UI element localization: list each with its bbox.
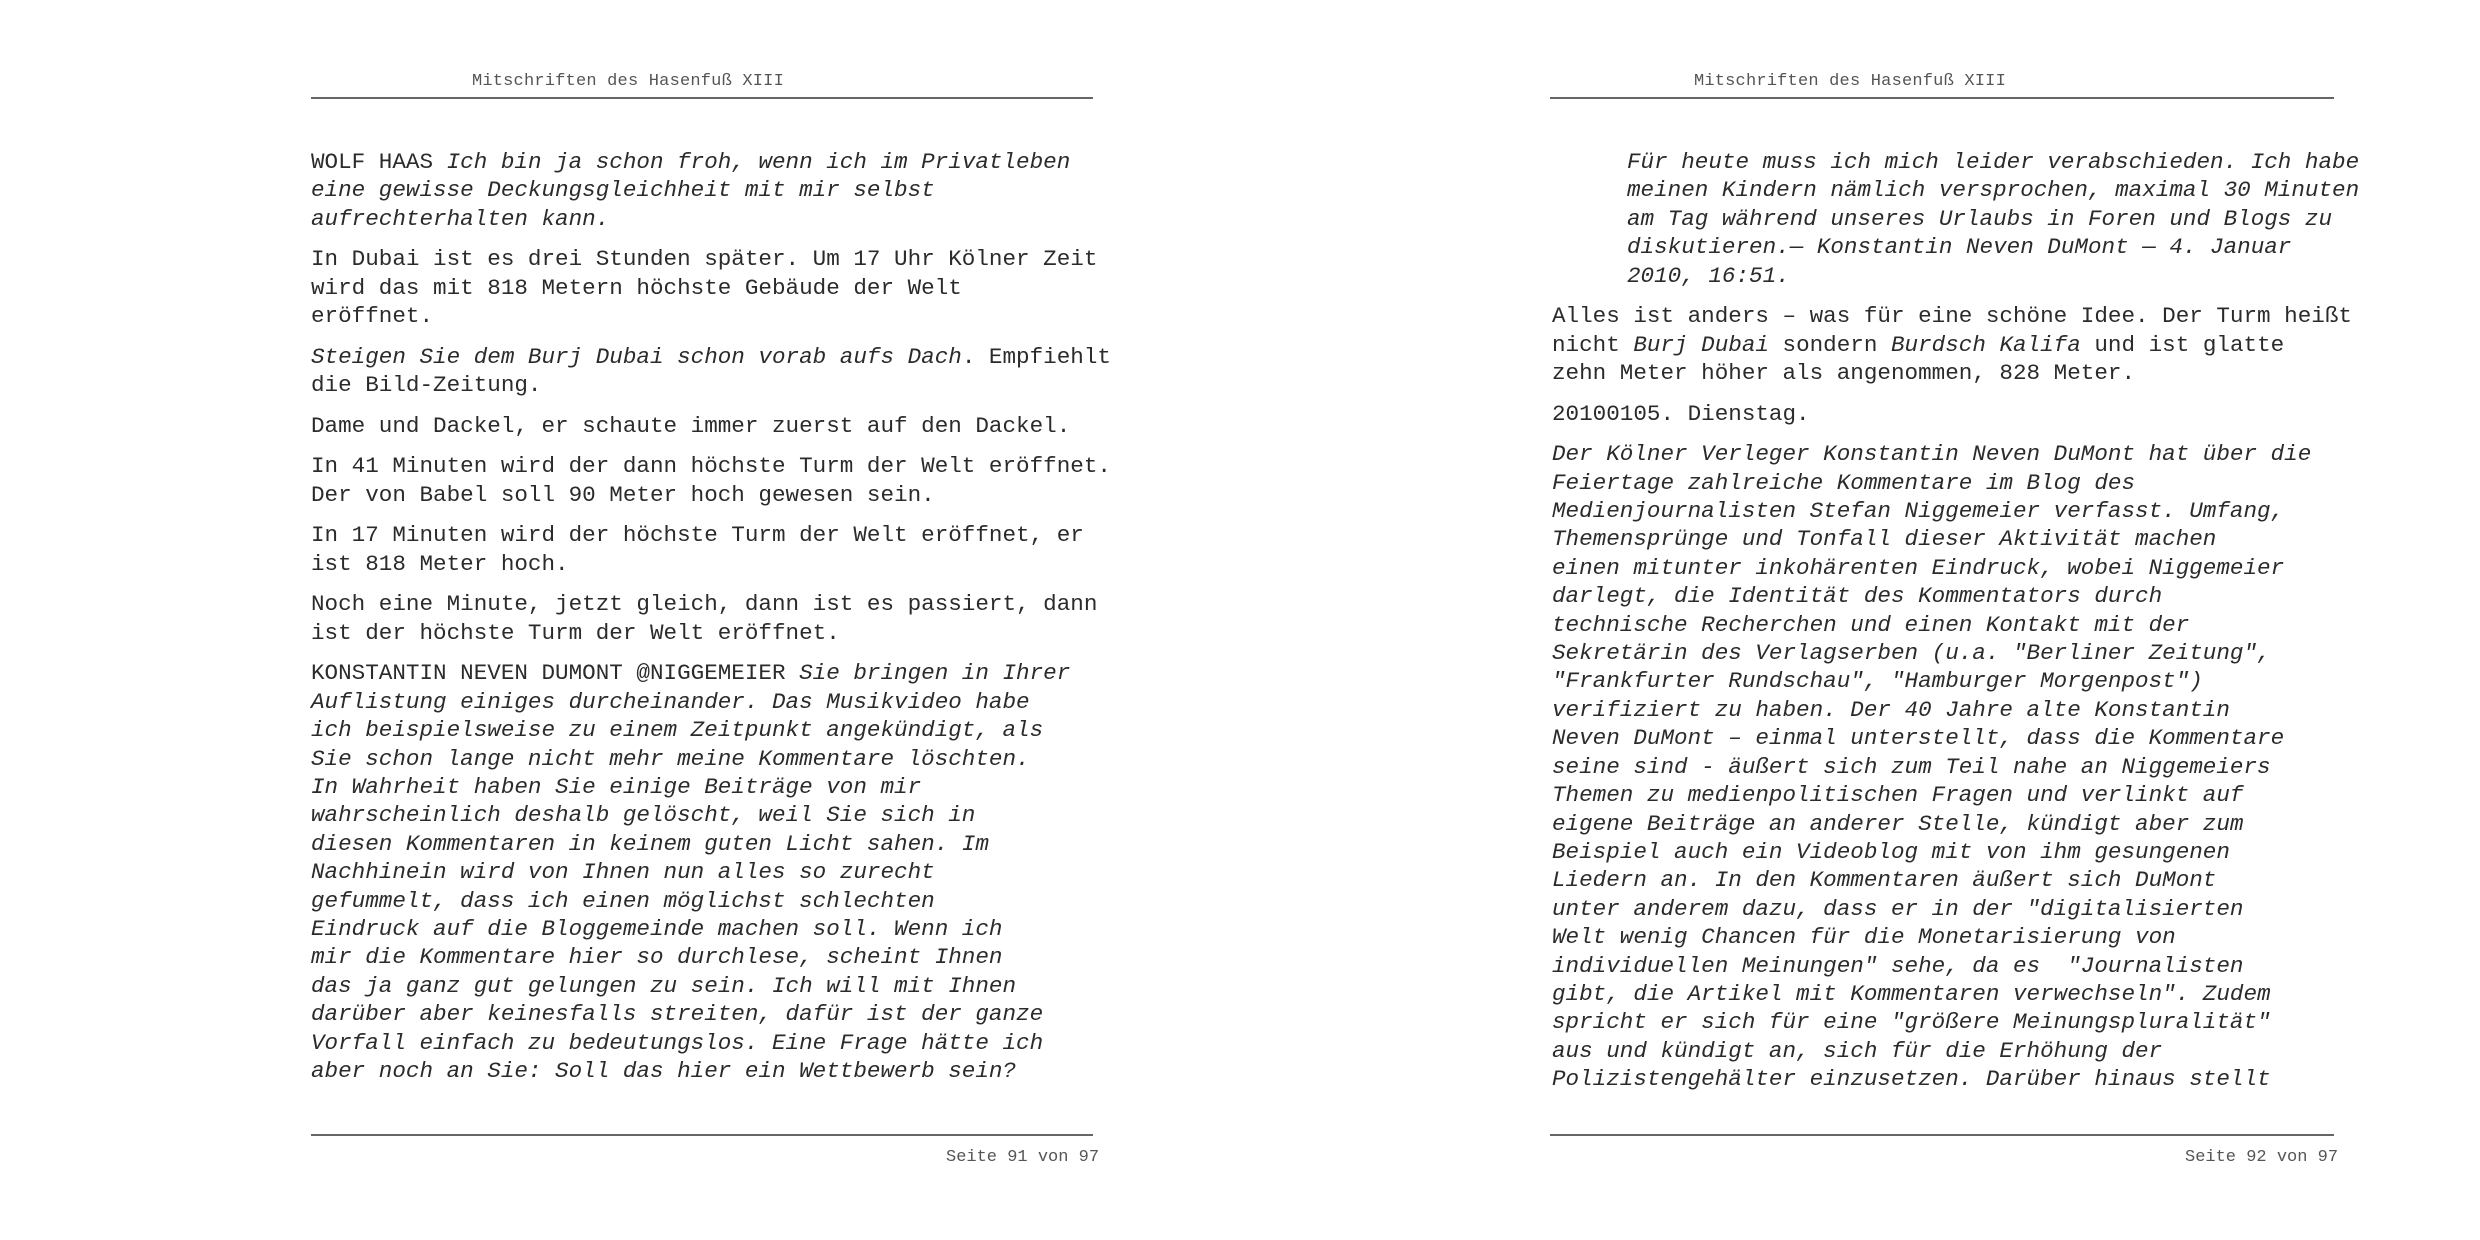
text-line (311, 773, 1101, 801)
text-line (311, 590, 1101, 618)
paragraph (1552, 400, 2347, 428)
italic-run: Für heute muss ich mich leider verabschieden. Ich habe (1627, 149, 2360, 175)
text-line (1552, 667, 2347, 695)
text-line (1627, 176, 2360, 204)
right-page (1240, 0, 2480, 1240)
italic-run: aber noch an Sie: Soll das hier ein Wettbewerb sein? (311, 1058, 1017, 1085)
text-line (311, 148, 1101, 176)
text-line (311, 943, 1101, 971)
text-line (1552, 497, 2347, 525)
text-line (311, 274, 1101, 302)
text-line (311, 302, 1101, 330)
italic-run: Burdsch Kalifa (1890, 331, 2081, 358)
text-line (1552, 1065, 2347, 1093)
italic-run: "Frankfurter Rundschau", "Hamburger Morgenpost") (1552, 668, 2203, 695)
text-run: ist der höchste Turm der Welt eröffnet. (311, 619, 840, 646)
italic-run: Auflistung einiges durcheinander. Das Musikvideo habe (311, 688, 1030, 715)
italic-run: ich beispielsweise zu einem Zeitpunkt angekündigt, als (311, 717, 1044, 744)
text-run: nicht (1552, 331, 1634, 358)
page-body (311, 148, 1111, 1098)
italic-run: mir die Kommentare hier so durchlese, scheint Ihnen (311, 944, 1003, 971)
text-line (311, 972, 1101, 1000)
text-line (1552, 1037, 2347, 1065)
text-run: Dame und Dackel, er schaute immer zuerst auf den Dackel. (311, 412, 1071, 439)
italic-run: Neven DuMont – einmal unterstellt, dass die Kommentare (1552, 725, 2285, 752)
italic-run: am Tag während unseres Urlaubs in Foren und Blogs zu (1627, 205, 2333, 232)
italic-run: aus und kündigt an, sich für die Erhöhung der (1552, 1037, 2163, 1064)
text-run: die Bild-Zeitung. (311, 372, 542, 399)
text-line (311, 521, 1101, 549)
text-line (311, 481, 1101, 509)
text-line (1552, 611, 2347, 639)
italic-run: Beispiel auch ein Videoblog mit von ihm gesungenen (1552, 838, 2230, 865)
italic-run: meinen Kindern nämlich versprochen, maximal 30 Minuten (1627, 177, 2360, 204)
text-line (311, 887, 1101, 915)
text-run: eröffnet. (311, 303, 434, 330)
paragraph (1552, 148, 2360, 290)
italic-run: wahrscheinlich deshalb gelöscht, weil Sie sich in (311, 802, 976, 829)
page-number: Seite 92 von 97 (2185, 1148, 2339, 1167)
paragraph (1552, 302, 2352, 387)
italic-run: Sie bringen in Ihrer (799, 660, 1071, 687)
text-line (1627, 262, 2347, 290)
text-line (311, 452, 1111, 480)
text-line (311, 343, 1111, 371)
text-run: In Dubai ist es drei Stunden später. Um 17 Uhr Kölner Zeit (311, 246, 1098, 273)
text-line (1552, 469, 2347, 497)
text-run: Der von Babel soll 90 Meter hoch gewesen sein. (311, 481, 935, 508)
italic-run: Vorfall einfach zu bedeutungslos. Eine Frage hätte ich (311, 1029, 1044, 1056)
text-line (311, 858, 1101, 886)
text-line (1552, 359, 2347, 387)
text-line (1552, 895, 2347, 923)
italic-run: Feiertage zahlreiche Kommentare im Blog des (1552, 469, 2136, 496)
italic-run: spricht er sich für eine "größere Meinungspluralität" (1552, 1009, 2271, 1036)
text-line (311, 688, 1101, 716)
text-line (311, 1029, 1101, 1057)
italic-run: darüber aber keinesfalls streiten, dafür ist der ganze (311, 1001, 1044, 1028)
text-line (311, 176, 1101, 204)
header-rule (1550, 97, 2334, 99)
text-run: 20100105. Dienstag. (1552, 400, 1810, 427)
text-line (311, 1000, 1101, 1028)
text-line (311, 412, 1101, 440)
paragraph (311, 148, 1101, 233)
italic-run: Ich bin ja schon froh, wenn ich im Privatleben (446, 149, 1071, 175)
italic-run: Nachhinein wird von Ihnen nun alles so zurecht (311, 859, 935, 886)
italic-run: Sekretärin des Verlagserben (u.a. "Berliner Zeitung", (1552, 640, 2271, 667)
italic-run: Sie schon lange nicht mehr meine Kommentare löschten. (311, 745, 1030, 772)
text-run: In 17 Minuten wird der höchste Turm der Welt eröffnet, er (311, 522, 1084, 549)
footer-rule (1550, 1134, 2334, 1136)
text-line (311, 245, 1101, 273)
text-line (1552, 781, 2347, 809)
text-line (311, 371, 1101, 399)
text-line (1552, 331, 2347, 359)
footer-rule (311, 1134, 1093, 1136)
italic-run: Burj Dubai (1633, 331, 1769, 358)
italic-run: verifiziert zu haben. Der 40 Jahre alte Konstantin (1552, 696, 2230, 723)
text-line (1552, 724, 2347, 752)
text-line (1552, 696, 2347, 724)
text-line (311, 830, 1101, 858)
italic-run: eigene Beiträge an anderer Stelle, kündigt aber zum (1552, 810, 2244, 837)
text-line (1552, 302, 2352, 330)
italic-run: diskutieren.— Konstantin Neven DuMont — 4. Januar (1627, 234, 2292, 261)
text-line (311, 716, 1101, 744)
text-line (1627, 148, 2360, 176)
paragraph (311, 412, 1101, 440)
running-head: Mitschriften des Hasenfuß XIII (471, 72, 784, 91)
italic-run: Welt wenig Chancen für die Monetarisierung von (1552, 924, 2176, 951)
text-run: WOLF HAAS (311, 149, 447, 175)
text-line (1552, 400, 2347, 428)
text-line (1552, 1008, 2347, 1036)
text-run: zehn Meter höher als angenommen, 828 Meter. (1552, 360, 2136, 387)
paragraph (311, 659, 1101, 1085)
text-line (1552, 440, 2347, 468)
italic-run: unter anderem dazu, dass er in der "digitalisierten (1552, 895, 2244, 922)
paragraph (311, 452, 1111, 509)
text-run: Alles ist anders – was für eine schöne Idee. Der Turm heißt (1552, 303, 2352, 330)
text-line (311, 205, 1101, 233)
paragraph (311, 343, 1111, 400)
text-run: Noch eine Minute, jetzt gleich, dann ist es passiert, dann (311, 591, 1098, 618)
italic-run: Steigen Sie dem Burj Dubai schon vorab aufs Dach (311, 343, 962, 370)
italic-run: das ja ganz gut gelungen zu sein. Ich will mit Ihnen (311, 972, 1017, 999)
text-line (1552, 582, 2347, 610)
italic-run: seine sind - äußert sich zum Teil nahe an Niggemeiers (1552, 753, 2271, 780)
page-number: Seite 91 von 97 (946, 1148, 1100, 1167)
italic-run: einen mitunter inkohärenten Eindruck, wobei Niggemeier (1552, 554, 2285, 581)
italic-run: Medienjournalisten Stefan Niggemeier verfasst. Umfang, (1552, 498, 2285, 525)
text-run: wird das mit 818 Metern höchste Gebäude der Welt (311, 274, 962, 301)
italic-run: 2010, 16:51. (1627, 262, 1790, 289)
paragraph (311, 521, 1101, 578)
text-run: In 41 Minuten wird der dann höchste Turm der Welt eröffnet. (311, 453, 1111, 480)
paragraph (1552, 440, 2347, 1093)
text-line (1627, 205, 2347, 233)
text-line (311, 659, 1101, 687)
text-line (1552, 554, 2347, 582)
italic-run: Themen zu medienpolitischen Fragen und verlinkt auf (1552, 782, 2244, 809)
italic-run: darlegt, die Identität des Kommentators durch (1552, 583, 2163, 610)
italic-run: gefummelt, dass ich einen möglichst schlechten (311, 887, 935, 914)
italic-run: Themensprünge und Tonfall dieser Aktivität machen (1552, 526, 2217, 553)
text-line (311, 550, 1101, 578)
text-line (1552, 639, 2347, 667)
text-line (311, 745, 1101, 773)
italic-run: Polizistengehälter einzusetzen. Darüber hinaus stellt (1552, 1066, 2271, 1093)
italic-run: diesen Kommentaren in keinem guten Licht sahen. Im (311, 830, 989, 857)
italic-run: Der Kölner Verleger Konstantin Neven DuMont hat über die (1552, 441, 2312, 468)
text-run: ist 818 Meter hoch. (311, 550, 569, 577)
italic-run: individuellen Meinungen" sehe, da es "Journalisten (1552, 952, 2244, 979)
italic-run: eine gewisse Deckungsgleichheit mit mir selbst (311, 177, 935, 204)
text-run: . Empfiehlt (961, 343, 1111, 370)
text-line (311, 619, 1101, 647)
text-line (1552, 866, 2347, 894)
text-run: und ist glatte (2080, 331, 2285, 358)
text-line (311, 915, 1101, 943)
header-rule (311, 97, 1093, 99)
text-line (1552, 838, 2347, 866)
italic-run: gibt, die Artikel mit Kommentaren verwechseln". Zudem (1552, 980, 2271, 1007)
text-line (1552, 952, 2347, 980)
running-head: Mitschriften des Hasenfuß XIII (1693, 72, 2006, 91)
text-line (1552, 810, 2347, 838)
italic-run: Liedern an. In den Kommentaren äußert sich DuMont (1552, 867, 2217, 894)
text-line (311, 1057, 1101, 1085)
text-line (1552, 753, 2347, 781)
text-line (1627, 233, 2347, 261)
text-run: sondern (1768, 331, 1891, 358)
italic-run: aufrechterhalten kann. (311, 205, 610, 232)
text-line (1552, 525, 2347, 553)
text-line (1552, 923, 2347, 951)
page-body (1552, 148, 2360, 1106)
paragraph (311, 245, 1101, 330)
italic-run: technische Recherchen und einen Kontakt mit der (1552, 611, 2190, 638)
text-line (311, 801, 1101, 829)
paragraph (311, 590, 1101, 647)
italic-run: Eindruck auf die Bloggemeinde machen soll. Wenn ich (311, 916, 1003, 943)
text-run: KONSTANTIN NEVEN DUMONT @NIGGEMEIER (311, 660, 800, 687)
text-line (1552, 980, 2347, 1008)
italic-run: In Wahrheit haben Sie einige Beiträge von mir (311, 774, 922, 801)
